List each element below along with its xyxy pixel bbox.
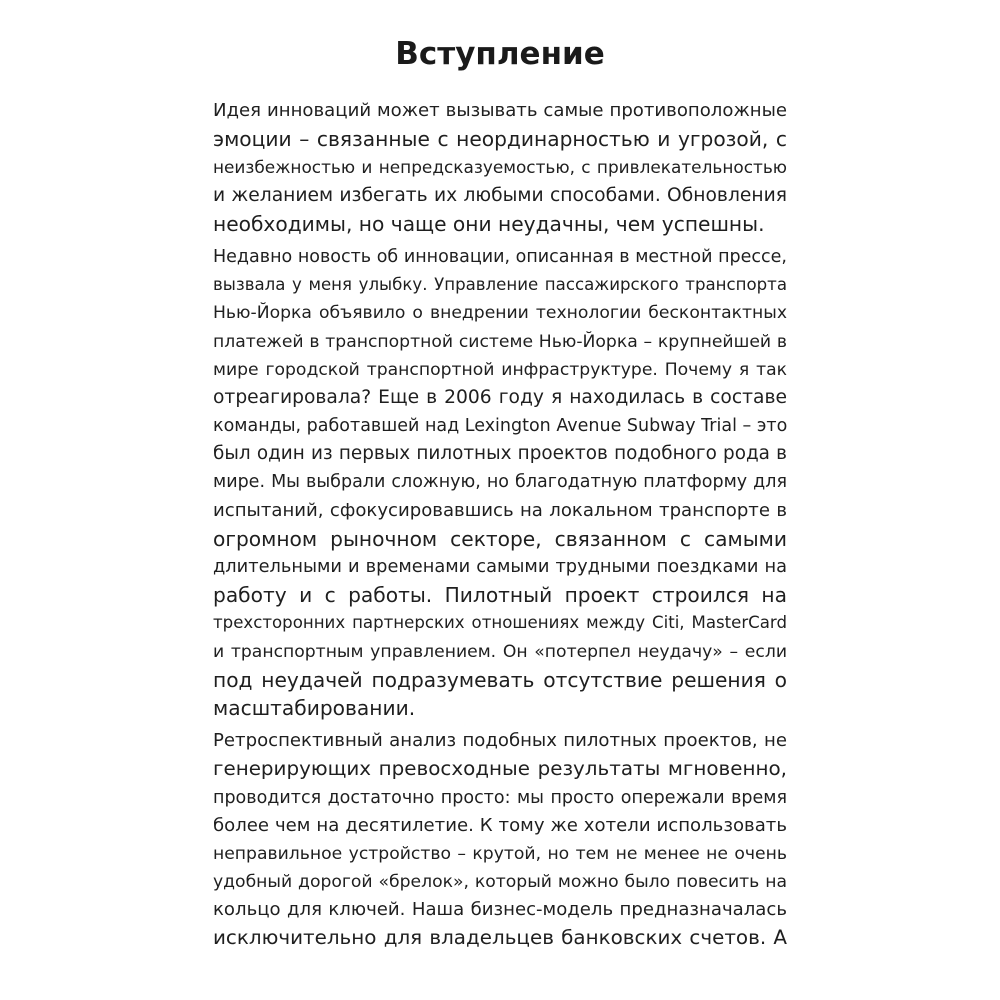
text-line: Недавно новость об инновации, описанная в местной прессе, [213,246,787,267]
text-line: Идея инноваций может вызывать самые противоположные [213,100,787,121]
text-line: и желанием избегать их любыми способами. Обновления [213,184,787,206]
text-line: длительными и временами самыми трудными поездками на [213,556,787,577]
text-line: необходимы, но чаще они неудачны, чем успешны. [213,211,765,236]
text-line: исключительно для владельцев банковских счетов. А [213,926,787,950]
paragraph-1 [213,97,787,238]
text-line: и транспортным управлением. Он «потерпел неудачу» – если [213,641,787,662]
text-line: был один из первых пилотных проектов подобного рода в [213,443,787,465]
text-line: неправильное устройство – крутой, но тем не менее не очень [213,843,787,864]
text-line: Ретроспективный анализ подобных пилотных проектов, не [213,730,787,752]
text-line: мире. Мы выбрали сложную, но благодатную платформу для [213,472,787,493]
text-line: кольцо для ключей. Наша бизнес-модель предназначалась [213,899,787,921]
body-text [213,97,787,958]
text-line: эмоции – связанные с неординарностью и угрозой, с [213,127,787,152]
text-line: проводится достаточно просто: мы просто опережали время [213,787,787,808]
page-title: Вступление [395,36,605,72]
text-line: удобный дорогой «брелок», который можно было повесить на [213,872,787,893]
paragraph-3 [213,727,787,953]
text-line: испытаний, сфокусировавшись на локальном транспорте в [213,499,787,521]
text-line: отреагировала? Еще в 2006 году я находилась в составе [213,386,787,408]
text-line: более чем на десятилетие. К тому же хотели использовать [213,814,787,836]
paragraph-2 [213,243,787,722]
text-line: Нью-Йорка объявило о внедрении технологии бесконтактных [213,303,787,324]
text-line: мире городской транспортной инфраструктуре. Почему я так [213,359,787,380]
text-line: платежей в транспортной системе Нью-Йорка – крупнейшей в [213,331,787,352]
text-line: генерирующих превосходные результаты мгновенно, [213,757,787,781]
text-line: трехсторонних партнерских отношениях между Citi, MasterCard [213,613,787,633]
text-line: работу и с работы. Пилотный проект строился на [213,583,787,608]
text-line: вызвала у меня улыбку. Управление пассажирского транспорта [213,275,787,295]
text-line: неизбежностью и непредсказуемостью, с привлекательностью [213,157,787,178]
text-line: под неудачей подразумевать отсутствие решения о [213,667,787,692]
text-line: огромном рыночном секторе, связанном с самыми [213,526,787,551]
text-line: команды, работавшей над Lexington Avenue Subway Trial – это [213,416,788,437]
text-line: масштабировании. [213,695,416,720]
